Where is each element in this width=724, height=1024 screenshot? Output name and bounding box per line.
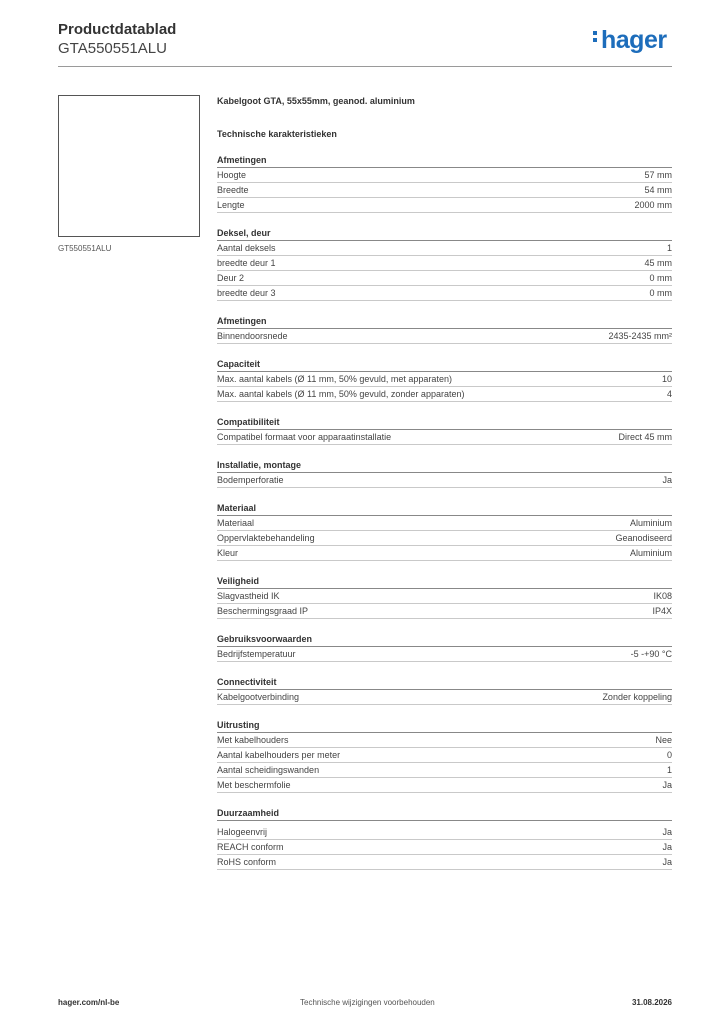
spec-label: Aantal deksels xyxy=(217,243,276,253)
spec-value: 0 mm xyxy=(649,273,672,283)
section-title: Capaciteit xyxy=(217,358,672,372)
spec-label: Binnendoorsnede xyxy=(217,331,288,341)
spec-row xyxy=(217,183,672,198)
section-title: Afmetingen xyxy=(217,154,672,168)
spec-section xyxy=(217,154,672,213)
spec-value: 0 mm xyxy=(649,288,672,298)
spec-label: Met beschermfolie xyxy=(217,780,291,790)
spec-label: Aantal kabelhouders per meter xyxy=(217,750,341,760)
spec-label: Kabelgootverbinding xyxy=(217,692,300,702)
spec-section xyxy=(217,227,672,301)
spec-label: Slagvastheid IK xyxy=(217,591,280,601)
spec-value: 0 xyxy=(666,750,672,760)
spec-row xyxy=(217,825,672,840)
header-divider xyxy=(58,66,672,67)
spec-section xyxy=(217,459,672,488)
spec-label: Halogeenvrij xyxy=(217,827,268,837)
spec-label: REACH conform xyxy=(217,842,284,852)
spec-row xyxy=(217,430,672,445)
spec-row xyxy=(217,855,672,870)
spec-label: Kleur xyxy=(217,548,239,558)
spec-value: 10 xyxy=(661,374,672,384)
spec-value: 4 xyxy=(666,389,672,399)
spec-section xyxy=(217,315,672,344)
spec-label: Deur 2 xyxy=(217,273,245,283)
spec-label: Compatibel formaat voor apparaatinstallatie xyxy=(217,432,392,442)
spec-section xyxy=(217,676,672,705)
spec-section xyxy=(217,358,672,402)
spec-row xyxy=(217,198,672,213)
spec-section xyxy=(217,575,672,619)
tech-heading: Technische karakteristieken xyxy=(217,129,337,139)
spec-row xyxy=(217,690,672,705)
section-title: Compatibiliteit xyxy=(217,416,672,430)
logo-dots-icon xyxy=(593,29,598,45)
spec-row xyxy=(217,256,672,271)
section-title: Connectiviteit xyxy=(217,676,672,690)
spec-label: RoHS conform xyxy=(217,857,277,867)
spec-label: Aantal scheidingswanden xyxy=(217,765,320,775)
spec-value: 57 mm xyxy=(644,170,672,180)
spec-section xyxy=(217,416,672,445)
spec-value: 2000 mm xyxy=(634,200,672,210)
section-title: Installatie, montage xyxy=(217,459,672,473)
spec-label: Beschermingsgraad IP xyxy=(217,606,309,616)
spec-row xyxy=(217,778,672,793)
spec-row xyxy=(217,387,672,402)
section-title: Gebruiksvoorwaarden xyxy=(217,633,672,647)
spec-value: Direct 45 mm xyxy=(618,432,672,442)
spec-section xyxy=(217,502,672,561)
spec-label: breedte deur 1 xyxy=(217,258,276,268)
spec-value: 1 xyxy=(666,243,672,253)
spec-label: Met kabelhouders xyxy=(217,735,289,745)
footer-date: 31.08.2026 xyxy=(631,998,672,1007)
section-title: Afmetingen xyxy=(217,315,672,329)
section-title: Veiligheid xyxy=(217,575,672,589)
spec-value: Ja xyxy=(662,780,672,790)
spec-label: Materiaal xyxy=(217,518,255,528)
spec-value: 1 xyxy=(666,765,672,775)
spec-row xyxy=(217,372,672,387)
spec-label: breedte deur 3 xyxy=(217,288,276,298)
spec-row xyxy=(217,589,672,604)
spec-label: Oppervlaktebehandeling xyxy=(217,533,315,543)
section-title: Deksel, deur xyxy=(217,227,672,241)
spec-value: Ja xyxy=(662,857,672,867)
spec-value: Nee xyxy=(655,735,672,745)
spec-label: Hoogte xyxy=(217,170,247,180)
footer-website[interactable]: hager.com/nl-be xyxy=(58,998,120,1007)
footer-disclaimer: Technische wijzigingen voorbehouden xyxy=(300,998,435,1007)
spec-section xyxy=(217,633,672,662)
spec-row xyxy=(217,531,672,546)
hager-logo[interactable] xyxy=(593,26,667,55)
spec-value: -5 -+90 °C xyxy=(630,649,672,659)
spec-label: Bedrijfstemperatuur xyxy=(217,649,296,659)
spec-value: IK08 xyxy=(653,591,672,601)
spec-row xyxy=(217,733,672,748)
spec-row xyxy=(217,748,672,763)
spec-row xyxy=(217,286,672,301)
section-title: Duurzaamheid xyxy=(217,807,672,821)
spec-label: Bodemperforatie xyxy=(217,475,284,485)
spec-row xyxy=(217,473,672,488)
spec-row xyxy=(217,516,672,531)
spec-value: IP4X xyxy=(652,606,672,616)
image-caption: GT550551ALU xyxy=(58,244,112,253)
spec-row xyxy=(217,546,672,561)
spec-sheet xyxy=(217,95,672,870)
spec-value: Aluminium xyxy=(629,518,672,528)
spec-label: Max. aantal kabels (Ø 11 mm, 50% gevuld, zonder apparaten) xyxy=(217,389,465,399)
spec-row xyxy=(217,604,672,619)
spec-row xyxy=(217,168,672,183)
doc-title: Productdatablad xyxy=(58,21,177,38)
spec-value: 2435-2435 mm² xyxy=(608,331,672,341)
spec-value: Zonder koppeling xyxy=(602,692,672,702)
spec-row xyxy=(217,647,672,662)
spec-row xyxy=(217,763,672,778)
spec-value: Aluminium xyxy=(629,548,672,558)
product-code: GTA550551ALU xyxy=(58,40,167,57)
spec-row xyxy=(217,840,672,855)
logo-text: hager xyxy=(601,26,667,54)
spec-row xyxy=(217,329,672,344)
product-name: Kabelgoot GTA, 55x55mm, geanod. aluminium xyxy=(217,96,415,106)
spec-label: Breedte xyxy=(217,185,249,195)
spec-value: 45 mm xyxy=(644,258,672,268)
product-image-frame xyxy=(58,95,200,237)
spec-label: Max. aantal kabels (Ø 11 mm, 50% gevuld, met apparaten) xyxy=(217,374,452,384)
spec-value: 54 mm xyxy=(644,185,672,195)
section-title: Materiaal xyxy=(217,502,672,516)
spec-value: Ja xyxy=(662,827,672,837)
spec-section xyxy=(217,719,672,793)
spec-section xyxy=(217,807,672,870)
spec-value: Geanodiseerd xyxy=(615,533,672,543)
spec-row xyxy=(217,241,672,256)
spec-value: Ja xyxy=(662,842,672,852)
section-title: Uitrusting xyxy=(217,719,672,733)
spec-label: Lengte xyxy=(217,200,245,210)
spec-value: Ja xyxy=(662,475,672,485)
spec-row xyxy=(217,271,672,286)
